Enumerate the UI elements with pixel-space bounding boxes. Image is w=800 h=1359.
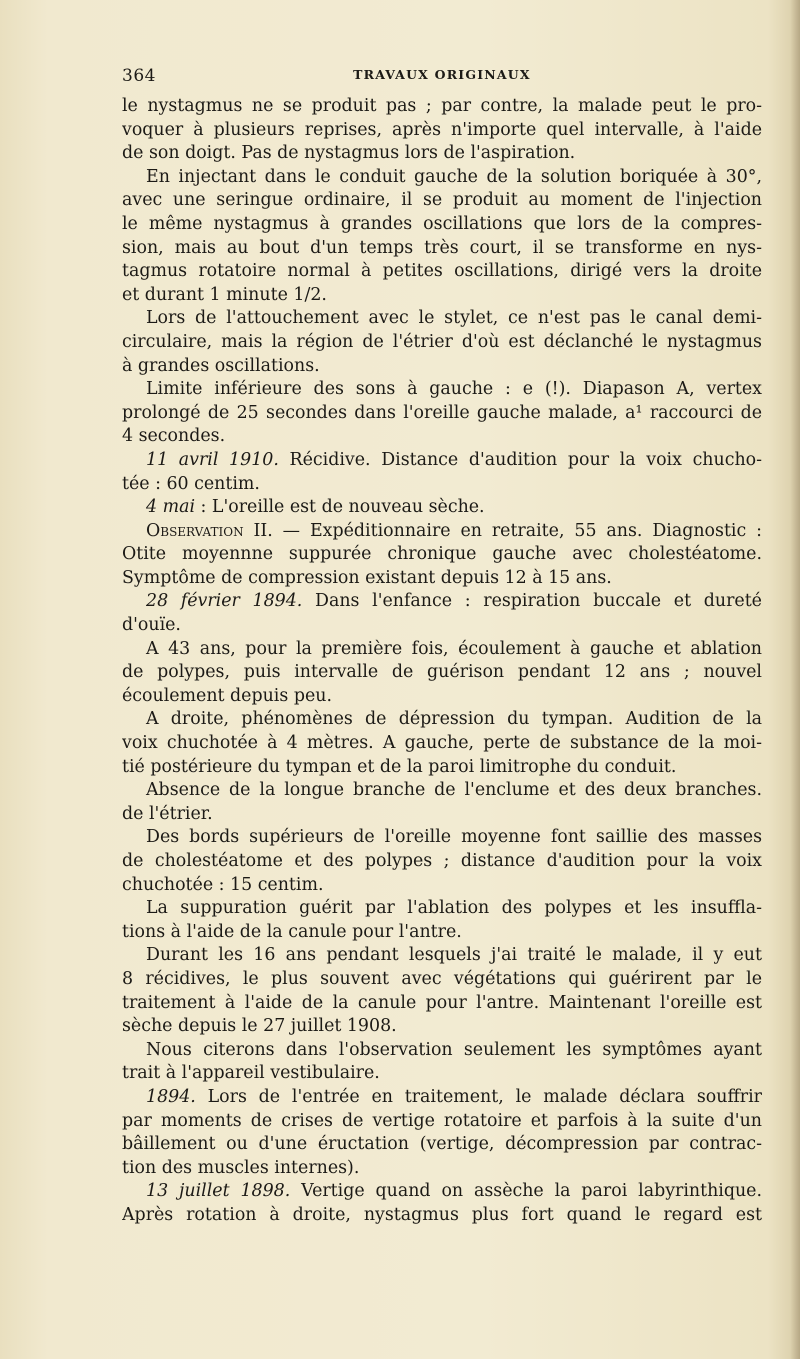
line-text: Absence de la longue branche de l'enclume et des deux branches. <box>146 780 762 801</box>
line-text: Lors de l'entrée en traitement, le malade déclara souffrir <box>195 1086 762 1107</box>
line-text: A 43 ans, pour la première fois, écoulement à gauche et ablation <box>146 638 762 659</box>
line-text: A droite, phénomènes de dépression du tympan. Audition de la <box>146 709 762 730</box>
line-text: 8 récidives, le plus souvent avec végétations qui guérirent par le <box>122 968 762 989</box>
text-line <box>122 1180 762 1204</box>
text-line <box>122 237 762 261</box>
line-text: Dans l'enfance : respiration buccale et dureté <box>302 591 762 612</box>
line-text: traitement à l'aide de la canule pour l'antre. Maintenant l'oreille est <box>122 992 762 1013</box>
line-text: circulaire, mais la région de l'étrier d'où est déclanché le nystagmus <box>122 331 762 352</box>
line-text: avec une seringue ordinaire, il se produit au moment de l'injection <box>122 190 762 211</box>
text-line <box>122 1039 762 1063</box>
text-line <box>122 685 762 709</box>
line-text: et durant 1 minute 1/2. <box>122 284 327 305</box>
line-text: 4 secondes. <box>122 426 226 447</box>
line-text: tagmus rotatoire normal à petites oscillations, dirigé vers la droite <box>122 261 762 282</box>
body-text <box>122 95 762 1228</box>
running-title: TRAVAUX ORIGINAUX <box>353 67 531 82</box>
text-line <box>122 1086 762 1110</box>
text-line <box>122 1110 762 1134</box>
text-line <box>122 944 762 968</box>
line-text: de cholestéatome et des polypes ; distance d'audition pour la voix <box>122 851 762 871</box>
text-line <box>122 520 762 544</box>
text-line <box>122 1157 762 1181</box>
line-text: La suppuration guérit par l'ablation des polypes et les insuffla- <box>146 898 762 919</box>
page-header <box>122 66 762 90</box>
text-line <box>122 331 762 355</box>
italic-date: 28 février 1894. <box>146 591 303 612</box>
line-text: de son doigt. Pas de nystagmus lors de l'aspiration. <box>122 143 576 164</box>
text-line <box>122 1133 762 1157</box>
line-text: Lors de l'attouchement avec le stylet, ce n'est pas le canal demi- <box>146 308 762 329</box>
line-text: Symptôme de compression existant depuis 12 à 15 ans. <box>122 567 612 588</box>
line-text: sèche depuis le 27 juillet 1908. <box>122 1016 397 1037</box>
text-line <box>122 1062 762 1086</box>
line-text: d'ouïe. <box>122 615 181 636</box>
text-line <box>122 779 762 803</box>
italic-date: 13 juillet 1898. <box>146 1181 291 1202</box>
line-text: : L'oreille est de nouveau sèche. <box>195 497 485 518</box>
text-line <box>122 543 762 567</box>
line-text: Vertige quand on assèche la paroi labyrinthique. <box>290 1181 762 1202</box>
line-text: En injectant dans le conduit gauche de la solution boriquée à 30°, <box>146 166 762 187</box>
text-line <box>122 284 762 308</box>
line-text: tion des muscles internes). <box>122 1157 360 1178</box>
page-number: 364 <box>122 66 156 86</box>
text-line <box>122 992 762 1016</box>
text-line <box>122 803 762 827</box>
line-text: voix chuchotée à 4 mètres. A gauche, perte de substance de la moi- <box>122 733 762 754</box>
text-line <box>122 874 762 898</box>
italic-date: 1894. <box>146 1086 196 1107</box>
text-line <box>122 921 762 945</box>
line-text: tions à l'aide de la canule pour l'antre. <box>122 921 462 942</box>
line-text: par moments de crises de vertige rotatoire et parfois à la suite d'un <box>122 1110 762 1131</box>
text-line <box>122 449 762 473</box>
text-line <box>122 590 762 614</box>
text-line <box>122 355 762 379</box>
text-line <box>122 708 762 732</box>
line-text: Des bords supérieurs de l'oreille moyenne font saillie des masses <box>146 827 762 848</box>
line-text: Nous citerons dans l'observation seulement les symptômes ayant <box>146 1039 762 1060</box>
italic-date: 4 mai <box>146 497 196 518</box>
line-text: voquer à plusieurs reprises, après n'importe quel intervalle, à l'aide <box>122 119 762 140</box>
text-line <box>122 189 762 213</box>
line-text: le nystagmus ne se produit pas ; par contre, la malade peut le pro- <box>122 96 762 116</box>
text-line <box>122 260 762 284</box>
text-line <box>122 661 762 685</box>
line-text: Otite moyennne suppurée chronique gauche avec cholestéatome. <box>122 544 762 565</box>
text-line <box>122 732 762 756</box>
line-text: Durant les 16 ans pendant lesquels j'ai traité le malade, il y eut <box>146 945 762 966</box>
text-line <box>122 425 762 449</box>
line-text: Après rotation à droite, nystagmus plus fort quand le regard est <box>122 1204 762 1225</box>
text-line <box>122 826 762 850</box>
italic-date: 11 avril 1910. <box>146 449 279 470</box>
line-text: trait à l'appareil vestibulaire. <box>122 1063 380 1084</box>
text-line <box>122 968 762 992</box>
line-text: de polypes, puis intervalle de guérison pendant 12 ans ; nouvel <box>122 662 762 683</box>
text-line <box>122 95 762 119</box>
text-line <box>122 473 762 497</box>
line-text: II. — Expéditionnaire en retraite, 55 ans. Diagnostic : <box>243 520 762 541</box>
line-text: sion, mais au bout d'un temps très court, il se transforme en nys- <box>122 237 762 258</box>
line-text: écoulement depuis peu. <box>122 685 332 706</box>
line-text: de l'étrier. <box>122 803 213 824</box>
line-text: tée : 60 centim. <box>122 473 260 494</box>
line-text: Récidive. Distance d'audition pour la voix chucho- <box>278 449 762 470</box>
text-line <box>122 897 762 921</box>
text-line <box>122 166 762 190</box>
small-caps-heading: Observation <box>146 520 244 541</box>
text-line <box>122 1204 762 1228</box>
text-line <box>122 756 762 780</box>
text-line <box>122 638 762 662</box>
line-text: tié postérieure du tympan et de la paroi limitrophe du conduit. <box>122 756 677 777</box>
text-line <box>122 142 762 166</box>
text-line <box>122 496 762 520</box>
line-text: bâillement ou d'une éructation (vertige, décompression par contrac- <box>122 1134 762 1155</box>
text-line <box>122 402 762 426</box>
text-line <box>122 119 762 143</box>
text-line <box>122 378 762 402</box>
line-text: chuchotée : 15 centim. <box>122 874 324 895</box>
text-line <box>122 1015 762 1039</box>
line-text: Limite inférieure des sons à gauche : e (!). Diapason A, vertex <box>146 379 762 400</box>
text-line <box>122 213 762 237</box>
line-text: prolongé de 25 secondes dans l'oreille gauche malade, a¹ raccourci de <box>122 402 762 423</box>
text-line <box>122 567 762 591</box>
text-line <box>122 307 762 331</box>
text-line <box>122 850 762 874</box>
text-line <box>122 614 762 638</box>
line-text: le même nystagmus à grandes oscillations que lors de la compres- <box>122 213 762 234</box>
line-text: à grandes oscillations. <box>122 355 320 376</box>
